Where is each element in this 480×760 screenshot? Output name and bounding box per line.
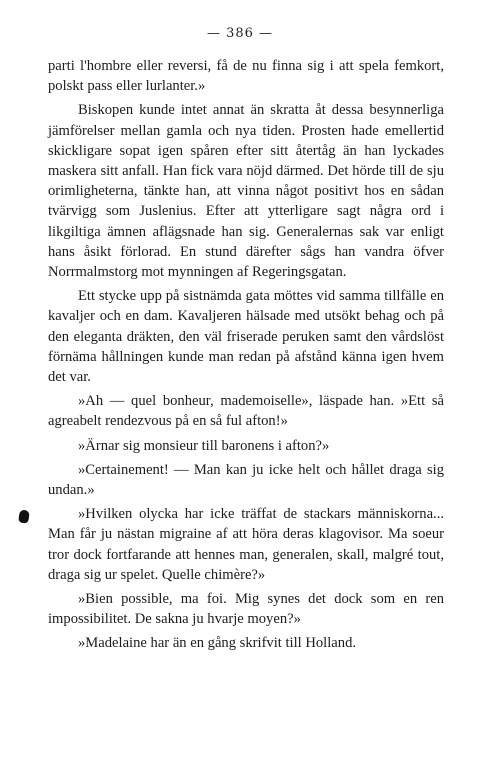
paragraph: parti l'hombre eller reversi, få de nu finna sig i att spela femkort, polskt pass eller lurlanter.» (48, 58, 444, 95)
ink-blot-mark (18, 509, 30, 523)
paragraph: »Ah — quel bonheur, mademoiselle», läspade han. »Ett så agreabelt rendezvous på en så ful afton!» (48, 393, 444, 430)
paragraph: »Hvilken olycka har icke träffat de stackars människorna... Man får ju nästan migraine af att höra deras klagovisor. Ma soeur tror dock fortfarande att hennes man, generalen, skall, malgré tout, draga sig ur spelet. Quelle chimère?» (48, 506, 444, 583)
paragraph: »Certainement! — Man kan ju icke helt och hållet draga sig undan.» (48, 461, 444, 499)
paragraph: Ett stycke upp på sistnämda gata möttes vid samma tillfälle en kavaljer och en dam. Kavaljeren hälsade med utsökt behag och på den eleganta dräkten, den väl friserade peruken samt den vårdslöst förnäma hållningen kunde man redan på afstånd känna igen hvem det var. (48, 288, 444, 386)
paragraph: »Bien possible, ma foi. Mig synes det dock som en ren impossibilitet. De sakna ju hvarje moyen?» (48, 591, 444, 628)
body-text (48, 56, 444, 654)
page-number: — 386 — (206, 26, 274, 41)
paragraph: »Ärnar sig monsieur till baronens i afton?» (78, 437, 330, 454)
paragraph: Biskopen kunde intet annat än skratta åt dessa besynnerliga jämförelser mellan gamla och nya tiden. Prosten hade emellertid skickligare sopat igen spåren efter sitt återtåg än han lyckades maskera sitt anfall. Han fick vara nöjd därmed. Det hörde till de sju orimligheterna, tänkte han, att vinna något positivt hos en sådan tvärvigg som Juslenius. Efter att ytterligare sagt några ord i likgiltiga ämnen aflägsnade han sig. Generalernas sak var enligt hans åsikt förlorad. En stund därefter sågs han vandra öfver Norrmalmstorg mot mynningen af Regeringsgatan. (48, 102, 444, 281)
paragraph: »Madelaine har än en gång skrifvit till Holland. (78, 635, 357, 652)
